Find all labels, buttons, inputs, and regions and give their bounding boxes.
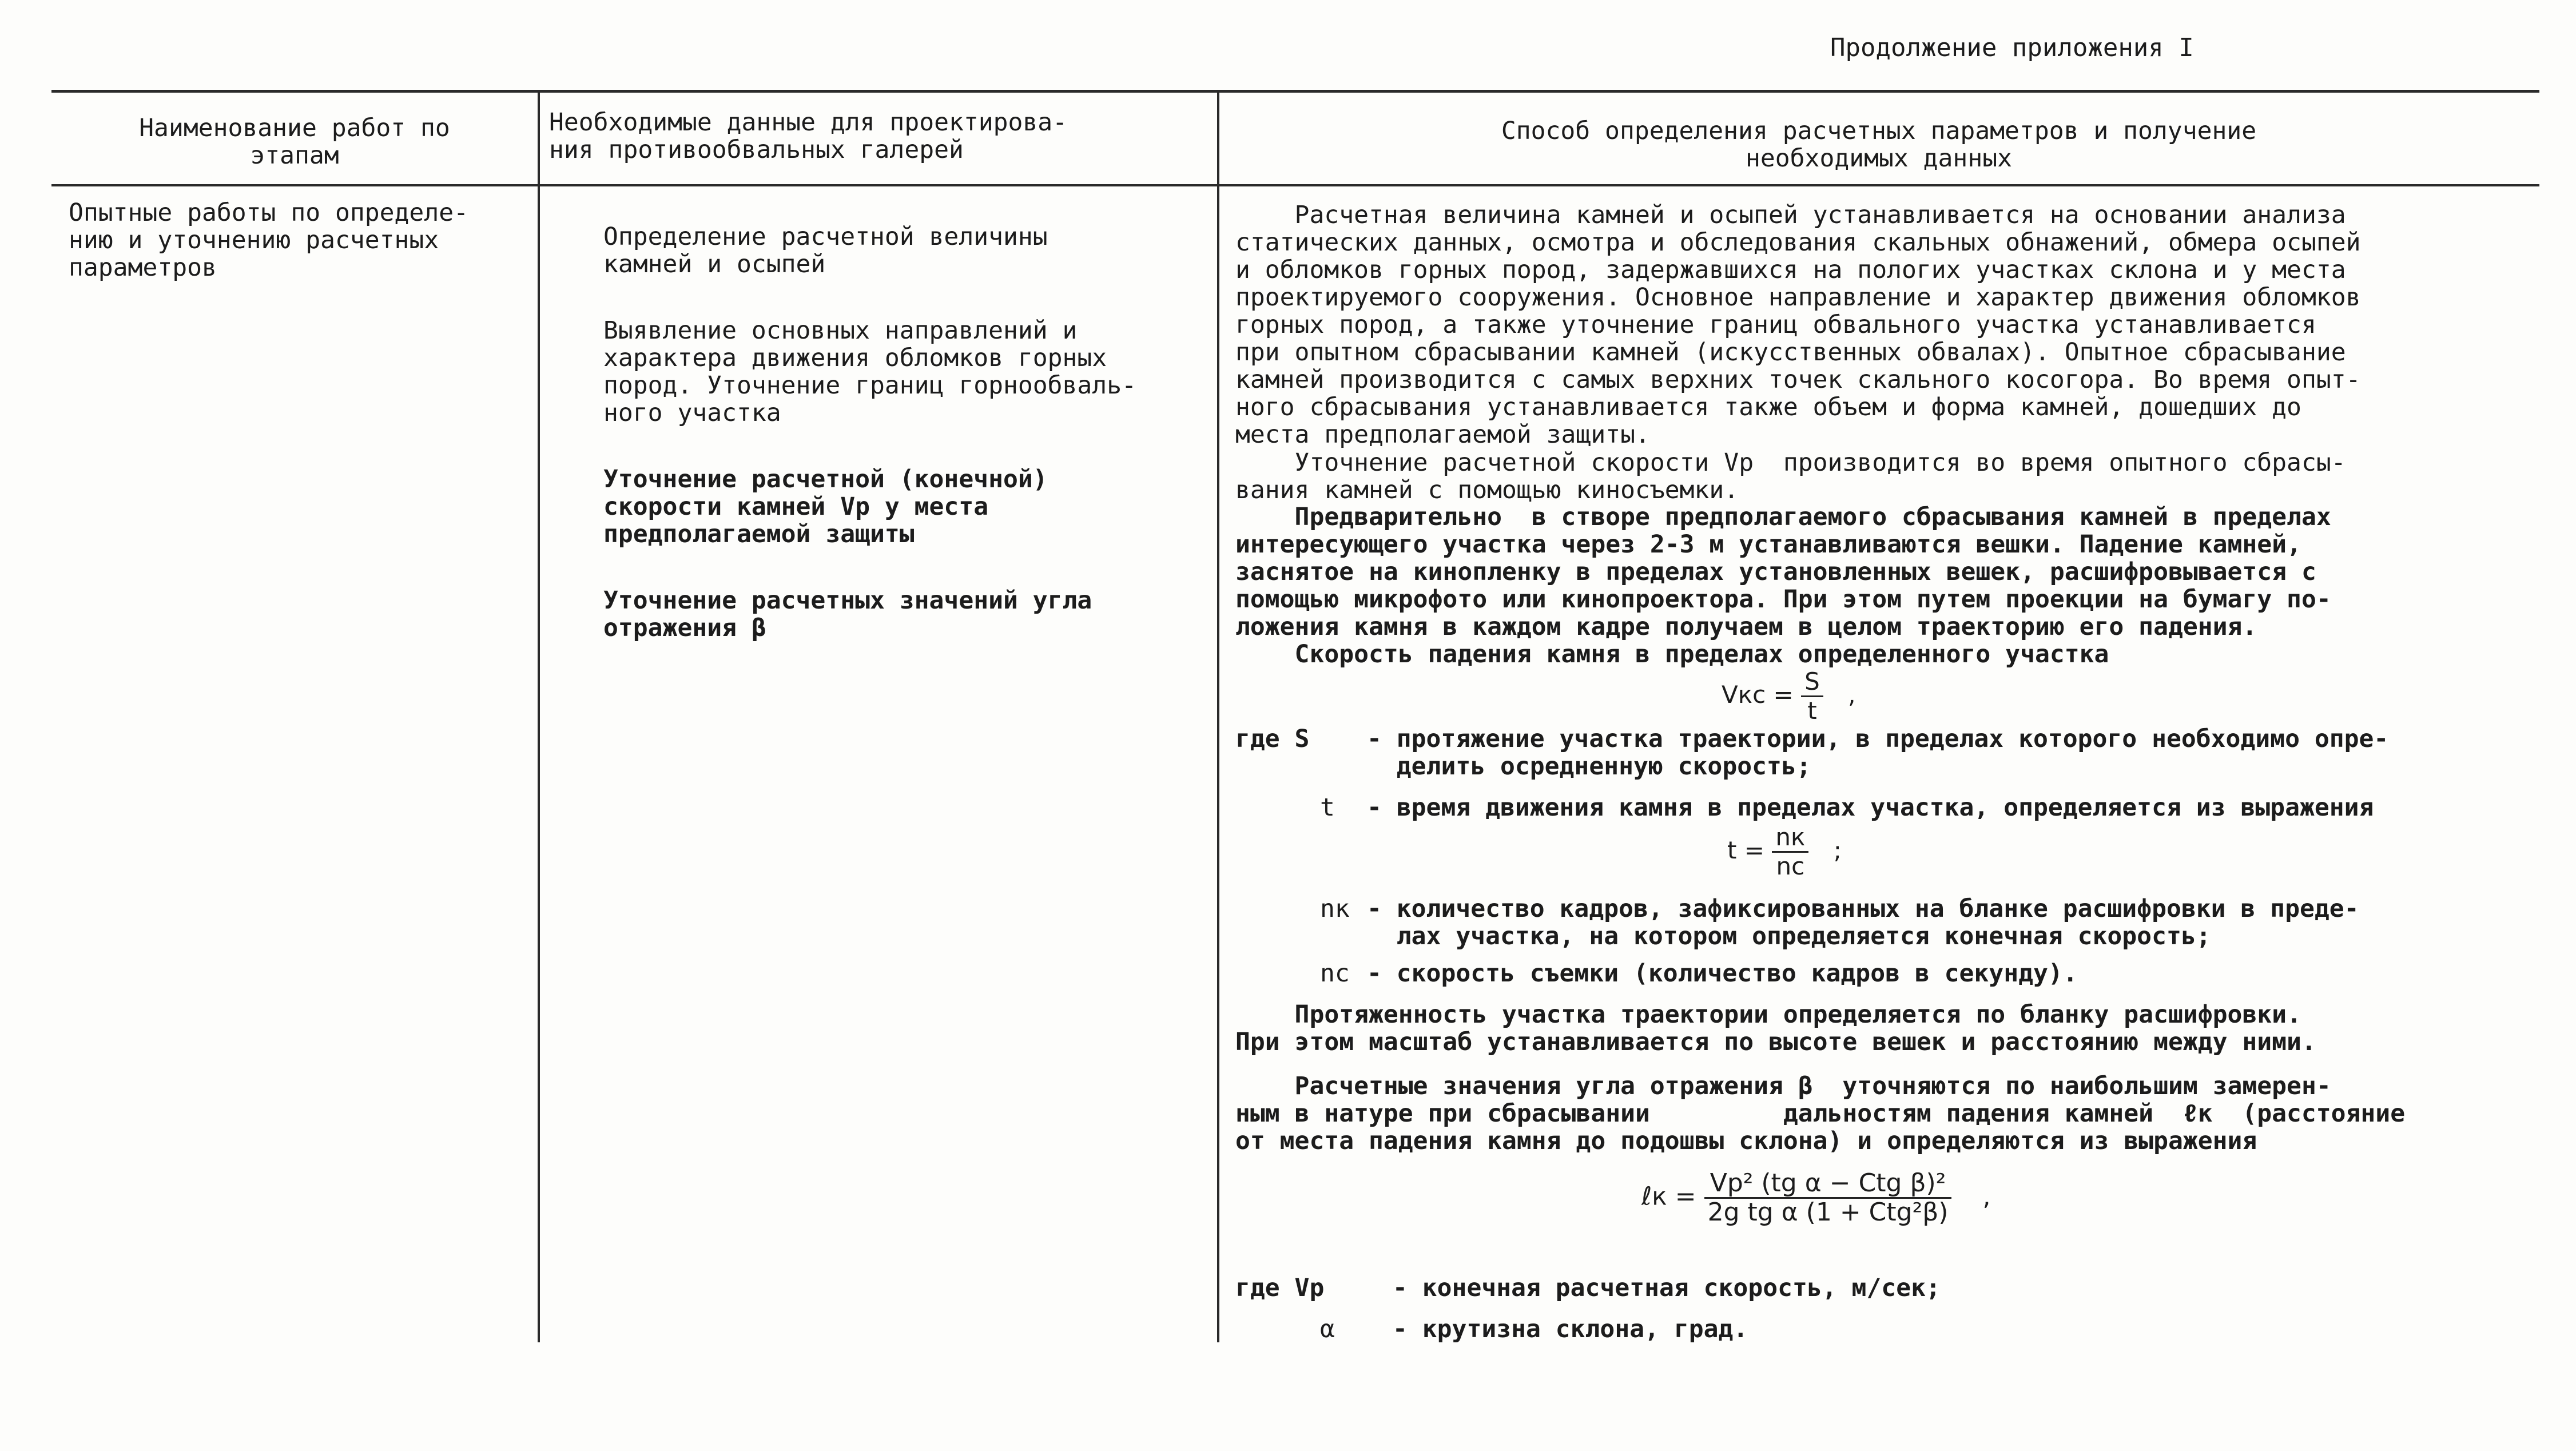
where-definition: - время движения камня в пределах участка, определяется из выражения — [1367, 793, 2374, 822]
formula-numerator: S — [1801, 668, 1823, 697]
formula-fraction — [1704, 1170, 1952, 1226]
column-header-stage: Наименование работ по этапам — [139, 114, 450, 170]
where-definition: - протяжение участка траектории, в пределах которого необходимо опре- делить осредненную скорость; — [1367, 725, 2389, 781]
method-paragraph-3: Предварительно в створе предполагаемого сбрасывания камней в пределах интересующего участка через 2-3 м устанавливаются вешки. Падение камней, заснятое на кинопленку в пределах установленных вешек, расшифровывается с помощью микрофото или кинопроектора. При этом путем проекции на бумагу по- ложения камня в каждом кадре получаем в целом траекторию его падения. — [1235, 503, 2331, 641]
formula-time — [1727, 824, 1842, 880]
formula-range — [1641, 1170, 1990, 1226]
data-item: Определение расчетной величины камней и осыпей — [603, 222, 1048, 279]
where-definition: - конечная расчетная скорость, м/сек; — [1393, 1274, 1941, 1302]
method-paragraph-2: Уточнение расчетной скорости Vр производится во время опытного сбрасы- вания камней с помощью киносъемки. — [1235, 448, 2346, 504]
where-definition: - крутизна склона, град. — [1393, 1315, 1748, 1343]
where-symbol: где S — [1235, 725, 1310, 753]
method-paragraph-5: Протяженность участка траектории определяется по бланку расшифровки. При этом масштаб устанавливается по высоте вешек и расстоянию между ними. — [1235, 1000, 2316, 1056]
formula-fraction — [1772, 824, 1808, 880]
column-divider-2 — [1217, 90, 1219, 1342]
formula-tail: ; — [1833, 836, 1842, 864]
formula-denominator: t — [1807, 697, 1817, 725]
formula-denominator: nс — [1776, 852, 1805, 880]
method-paragraph-6: Расчетные значения угла отражения β уточняются по наибольшим замерен- ным в натуре при сбрасывании дальностям падения камней ℓк (расстояние от места падения камня до подошвы склона) и определяются из выражения — [1235, 1072, 2406, 1155]
where-symbol: nс — [1320, 959, 1350, 988]
column-header-method: Способ определения расчетных параметров и получение необходимых данных — [1501, 117, 2257, 173]
data-item: Уточнение расчетной (конечной) скорости камней Vр у места предполагаемой защиты — [603, 465, 1048, 548]
where-symbol: где Vр — [1235, 1274, 1325, 1302]
table-top-rule — [51, 90, 2539, 93]
formula-lhs: ℓк = — [1641, 1182, 1696, 1211]
where-definition: - скорость съемки (количество кадров в секунду). — [1367, 959, 2078, 988]
formula-denominator: 2g tg α (1 + Ctg²β) — [1707, 1198, 1949, 1227]
where-symbol: nк — [1320, 895, 1350, 923]
where-symbol: α — [1320, 1315, 1335, 1343]
column-header-data: Необходимые данные для проектирова- ния противообвальных галерей — [549, 108, 1068, 164]
formula-numerator: Vр² (tg α − Ctg β)² — [1704, 1170, 1952, 1199]
where-symbol: t — [1320, 793, 1335, 822]
formula-lhs: t = — [1727, 836, 1765, 864]
formula-numerator: nк — [1772, 824, 1808, 853]
method-paragraph-1: Расчетная величина камней и осыпей устанавливается на основании анализа статических данных, осмотра и обследования скальных обнажений, обмера осыпей и обломков горных пород, задержавшихся на пологих участках склона и у места проектируемого сооружения. Основное направление и характер движения обломков горных пород, а также уточнение границ обвального участка устанавливается при опытном сбрасывании камней (искусственных обвалах). Опытное сбрасывание камней производится с самых верхних точек скального косогора. Во время опыт- ного сбрасывания устанавливается также объем и форма камней, дошедших до места предполагаемой защиты. — [1235, 201, 2361, 449]
data-item: Уточнение расчетных значений угла отражения β — [603, 586, 1092, 642]
formula-tail: , — [1848, 681, 1856, 709]
data-item: Выявление основных направлений и характера движения обломков горных пород. Уточнение границ горнообваль- ного участка — [603, 316, 1136, 427]
formula-lhs: Vкс = — [1722, 681, 1794, 709]
where-definition: - количество кадров, зафиксированных на бланке расшифровки в преде- лах участка, на котором определяется конечная скорость; — [1367, 895, 2359, 951]
page-header: Продолжение приложения I — [1830, 33, 2194, 62]
table-header-rule — [51, 184, 2539, 186]
formula-tail: , — [1982, 1182, 1991, 1211]
formula-speed — [1722, 668, 1855, 725]
data-items-list — [603, 196, 1210, 681]
method-paragraph-4: Скорость падения камня в пределах определенного участка — [1235, 640, 2109, 669]
stage-cell: Опытные работы по определе- нию и уточнению расчетных параметров — [69, 198, 468, 282]
column-divider-1 — [538, 90, 540, 1342]
formula-fraction — [1801, 668, 1823, 725]
